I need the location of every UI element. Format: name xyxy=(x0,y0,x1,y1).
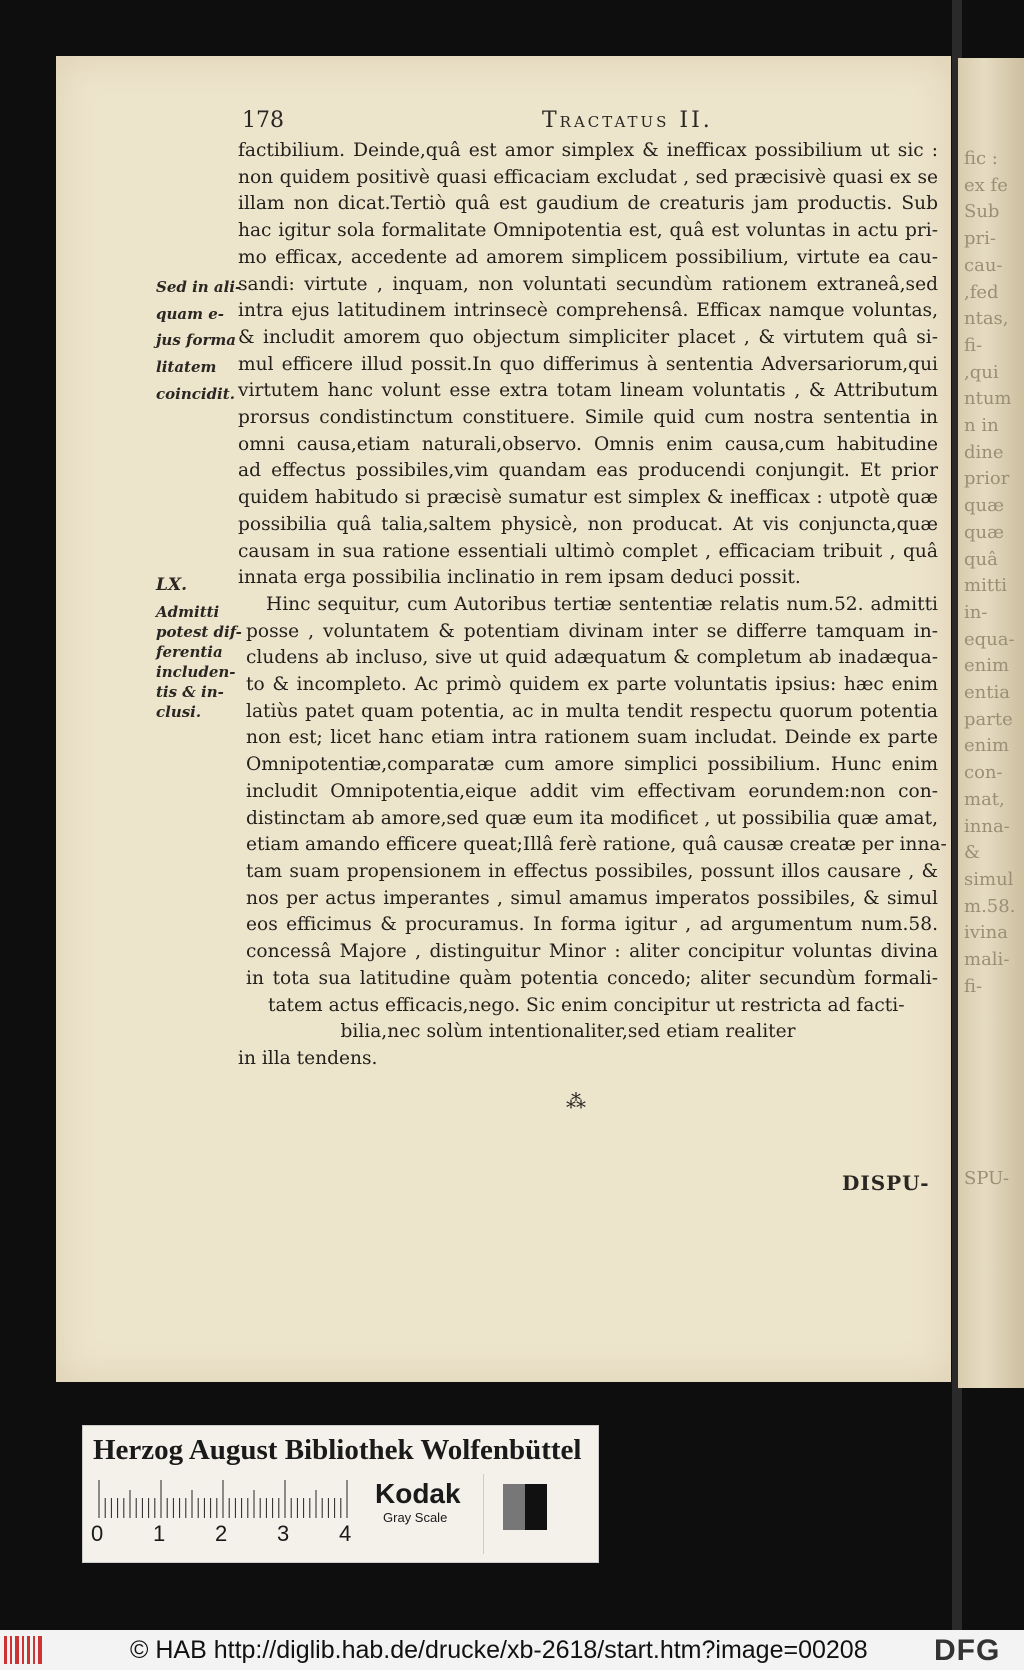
text-line: ad effectus possibiles,vim quandam eas producendi conjungit. Et prior xyxy=(238,460,938,482)
text-line: nos per actus imperantes , simul amamus imperatos possibiles, & simul xyxy=(246,887,938,909)
text-line: etiam amando efficere queat;Illâ ferè ratione, quâ causæ creatæ per inna- xyxy=(246,834,947,856)
facing-page-edge xyxy=(958,58,1024,1388)
text-line: mo efficax, accedente ad amorem simplicem possibilium, virtute ea cau- xyxy=(238,246,938,268)
marginal-note-line: tis & in- xyxy=(156,683,224,701)
facing-page-fragment: quæ xyxy=(964,521,1005,543)
facing-page-fragment: simul xyxy=(964,868,1014,890)
facing-page-fragment: n in xyxy=(964,415,999,436)
facing-page-fragment: ntum xyxy=(964,388,1012,410)
kodak-brand: Kodak xyxy=(375,1478,461,1509)
text-line: includit Omnipotentia,eique addit vim effectivam eorundem:non con- xyxy=(246,780,938,802)
book-page xyxy=(56,56,951,1382)
barcode-icon xyxy=(4,1636,46,1664)
color-calibration-card xyxy=(82,1425,599,1563)
text-line: tatem actus efficacis,nego. Sic enim concipitur ut restricta ad facti- xyxy=(268,994,905,1016)
facing-page-fragment: cau- xyxy=(964,254,1003,276)
text-line: virtutem hanc volunt esse extra totam lineam voluntatis , & Attributum xyxy=(238,380,938,402)
text-line: Omnipotentiæ,comparatæ cum amore simplici possibilium. Hunc enim xyxy=(246,754,938,776)
text-line: possibilia quâ talia,saltem physicè, non producat. At vis conjuncta,quæ xyxy=(238,513,938,535)
gray-patch xyxy=(503,1484,525,1530)
facing-page-fragment: parte xyxy=(964,708,1013,730)
marginal-note-line: coincidit. xyxy=(156,384,235,403)
text-line: tam suam propensionem in effectus possibiles, possunt illos causare , & xyxy=(246,860,938,882)
facing-page-fragment: quâ xyxy=(964,548,998,570)
text-line: illam non dicat.Tertiò quâ est gaudium de creaturis jam productis. Sub xyxy=(238,193,938,215)
text-line: intra ejus latitudinem intrinsecè comprehensâ. Efficax namque voluntas, xyxy=(238,300,938,322)
dfg-logo: DFG xyxy=(934,1634,1001,1667)
text-line: cludens ab incluso, sive ut quid adæquatum & completum ab inadæqua- xyxy=(246,647,938,669)
facing-page-fragment: ntas, xyxy=(964,308,1009,330)
source-url[interactable]: © HAB http://diglib.hab.de/drucke/xb-2618/start.htm?image=00208 xyxy=(130,1636,868,1664)
facing-page-fragment: ex fe xyxy=(964,174,1008,196)
scale-number: 3 xyxy=(277,1521,290,1546)
text-line: hac igitur sola formalitate Omnipotentia est, quâ est voluntas in actu pri- xyxy=(238,220,938,242)
facing-page-fragment: mat, xyxy=(964,788,1005,810)
scale-number: 4 xyxy=(339,1521,352,1546)
marginal-note-line: clusi. xyxy=(156,703,202,721)
facing-page-fragment: mitti xyxy=(964,575,1008,597)
text-line: non est; licet hanc etiam intra rationem suam includat. Deinde ex parte xyxy=(246,727,938,749)
catchword: DISPU- xyxy=(842,1171,930,1195)
marginal-note-line: Admitti xyxy=(156,603,220,621)
footer-bar xyxy=(0,1630,1024,1670)
running-title: Tractatus II. xyxy=(542,108,713,133)
facing-page-fragment: ,qui xyxy=(964,361,999,383)
text-line: eos efficimus & procuramus. In forma igitur , ad argumentum num.58. xyxy=(246,914,938,936)
marginal-note-line: jus forma xyxy=(156,331,236,350)
facing-page-fragment: Sub xyxy=(964,201,1000,223)
marginal-note-line: includen- xyxy=(156,663,236,681)
facing-page-fragment: con- xyxy=(964,762,1003,784)
ornament-asterisks: ⁂ xyxy=(566,1089,586,1113)
text-line: quidem habitudo si præcisè sumatur est simplex & inefficax : utpotè quæ xyxy=(238,487,938,509)
body-text xyxy=(238,138,947,1073)
library-name: Herzog August Bibliothek Wolfenbüttel xyxy=(93,1434,582,1466)
scale-ruler xyxy=(95,1478,355,1518)
text-line: latiùs patet quam potentia, ac in multa tendit respectu quorum potentia xyxy=(246,700,938,722)
text-line: bilia,nec solùm intentionaliter,sed etiam realiter xyxy=(340,1021,796,1043)
page-header xyxy=(242,108,942,138)
marginal-note-line: ferentia xyxy=(156,643,223,661)
black-patch xyxy=(525,1484,547,1530)
facing-page-fragment: quæ xyxy=(964,495,1005,517)
facing-page-fragment: prior xyxy=(964,468,1010,490)
text-line: distinctam ab amore,sed quæ eum ita modificet , ut possibilia quæ amat, xyxy=(246,807,938,829)
text-line: omni causa,etiam naturali,observo. Omnis enim causa,cum habitudine xyxy=(238,433,938,455)
text-line: prorsus condistinctum constituere. Simile quid cum nostra sententia in xyxy=(238,407,938,429)
facing-page-fragment: fic : xyxy=(964,148,998,169)
marginal-note-1 xyxy=(156,274,241,408)
text-line: Hinc sequitur, cum Autoribus tertiæ sententiæ relatis num.52. admitti xyxy=(266,593,938,615)
facing-page-fragment: ,fed xyxy=(964,281,999,303)
section-number: LX. xyxy=(156,575,188,595)
text-line: non quidem positivè quasi efficaciam excludat , sed præcisivè quasi ex se xyxy=(238,166,938,188)
text-line: posse , voluntatem & potentiam divinam inter se differre tamquam in- xyxy=(246,620,938,642)
marginal-note-line: potest dif- xyxy=(156,623,242,641)
facing-page-fragment: ivina xyxy=(964,922,1009,944)
scale-number: 0 xyxy=(91,1521,104,1546)
text-line: in illa tendens. xyxy=(238,1047,378,1069)
text-line: concessâ Majore , distinguitur Minor : aliter concipitur voluntas divina xyxy=(246,941,938,963)
facing-page-fragment: enim xyxy=(964,655,1010,677)
facing-page-fragment: pri- xyxy=(964,228,996,250)
facing-page-fragment: equa- xyxy=(964,628,1015,650)
marginal-note-2 xyxy=(156,602,242,722)
scale-number: 1 xyxy=(153,1521,166,1546)
text-line: sandi: virtute , inquam, non voluntati secundùm rationem extraneâ,sed xyxy=(238,273,938,295)
gray-scale-label: Gray Scale xyxy=(383,1510,448,1525)
facing-page-fragment: enim xyxy=(964,735,1010,757)
marginal-note-line: litatem xyxy=(156,358,217,377)
marginal-note-line: Sed in ali- xyxy=(156,278,242,296)
text-line: innata erga possibilia inclinatio in rem ipsam deduci possit. xyxy=(238,567,801,589)
text-line: factibilium. Deinde,quâ est amor simplex & inefficax possibilium ut sic : xyxy=(238,140,938,161)
text-line: in tota sua latitudine quàm potentia concedo; aliter secundùm formali- xyxy=(246,967,938,989)
page-number: 178 xyxy=(242,108,284,133)
text-line: causam in sua ratione essentiali ultimò complet , efficaciam tribuit , quâ xyxy=(238,540,938,562)
facing-page-fragment: fi- xyxy=(964,334,983,356)
text-line: mul efficere illud possit.In quo differimus à sententia Adversariorum,qui xyxy=(238,353,938,375)
facing-page-fragment: in- xyxy=(964,601,988,623)
facing-page-fragment: fi- xyxy=(964,975,983,997)
text-line: to & incompleto. Ac primò quidem ex parte voluntatis ipsius: hæc enim xyxy=(246,674,938,696)
scale-numbers xyxy=(91,1521,371,1551)
facing-page-fragment: & xyxy=(964,842,981,864)
text-line: & includit amorem quo objectum simpliciter placet , & virtutem quâ si- xyxy=(238,326,938,348)
facing-page-fragment: entia xyxy=(964,682,1010,703)
scale-number: 2 xyxy=(215,1521,228,1546)
card-divider xyxy=(483,1474,484,1554)
facing-page-fragment: dine xyxy=(964,441,1004,463)
marginal-note-line: quam e- xyxy=(156,304,224,323)
facing-page-fragment: SPU- xyxy=(964,1168,1010,1189)
facing-page-fragment: m.58. xyxy=(964,895,1016,917)
facing-page-fragment: mali- xyxy=(964,949,1010,970)
facing-page-fragment: inna- xyxy=(964,815,1010,837)
